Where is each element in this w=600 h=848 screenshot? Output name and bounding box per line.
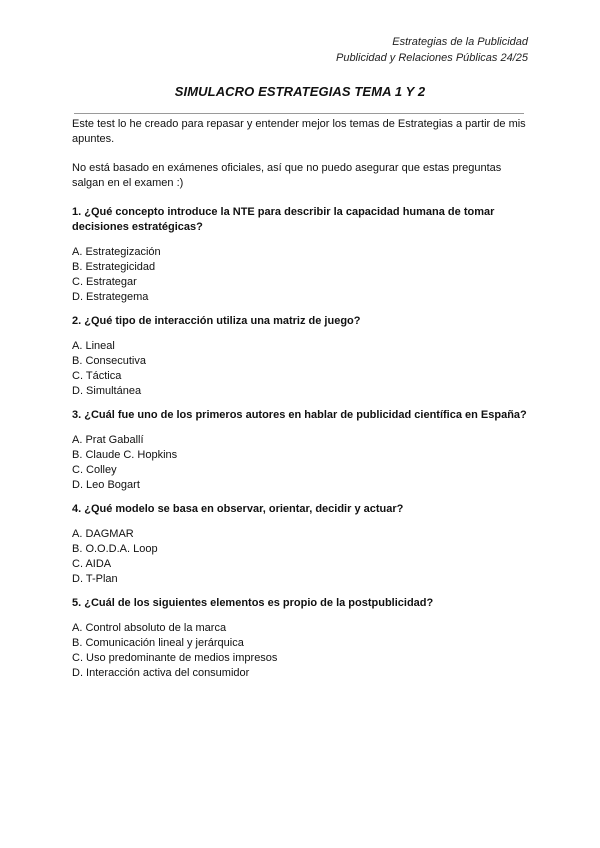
document-title: SIMULACRO ESTRATEGIAS TEMA 1 Y 2 — [174, 84, 426, 99]
option-item: B. O.O.D.A. Loop — [72, 543, 158, 555]
option-item: C. Colley — [72, 464, 117, 476]
header-course: Estrategias de la Publicidad — [392, 36, 528, 48]
option-item: C. Uso predominante de medios impresos — [72, 652, 278, 664]
option-list — [72, 245, 532, 305]
option-item: A. DAGMAR — [72, 528, 134, 540]
question-text: 2. ¿Qué tipo de interacción utiliza una matriz de juego? — [72, 315, 361, 327]
intro-paragraph: Este test lo he creado para repasar y entender mejor los temas de Estrategias a partir de mis apuntes. — [72, 118, 526, 145]
option-list — [72, 339, 532, 399]
option-list — [72, 433, 532, 493]
question-text: 5. ¿Cuál de los siguientes elementos es propio de la postpublicidad? — [72, 597, 434, 609]
page-header — [336, 34, 528, 66]
option-item: C. Táctica — [72, 370, 122, 382]
question-block — [72, 205, 532, 305]
question-block — [72, 408, 532, 493]
option-item: D. Simultánea — [72, 385, 142, 397]
option-item: B. Comunicación lineal y jerárquica — [72, 637, 244, 649]
header-degree: Publicidad y Relaciones Públicas 24/25 — [335, 52, 528, 64]
question-text: 1. ¿Qué concepto introduce la NTE para describir la capacidad humana de tomar decisiones estratégicas? — [72, 206, 495, 233]
option-item: A. Lineal — [72, 340, 115, 352]
question-block — [72, 596, 532, 681]
option-item: B. Estrategicidad — [72, 261, 156, 273]
option-item: B. Claude C. Hopkins — [72, 449, 178, 461]
option-item: A. Control absoluto de la marca — [72, 622, 227, 634]
option-list — [72, 527, 532, 587]
question-block — [72, 502, 532, 587]
option-item: B. Consecutiva — [72, 355, 146, 367]
document-body — [72, 117, 532, 690]
question-block — [72, 314, 532, 399]
option-list — [72, 621, 532, 681]
option-item: A. Prat Gaballí — [72, 434, 144, 446]
title-divider — [74, 113, 524, 114]
question-text: 4. ¿Qué modelo se basa en observar, orientar, decidir y actuar? — [72, 503, 404, 515]
question-text: 3. ¿Cuál fue uno de los primeros autores en hablar de publicidad científica en España? — [72, 409, 527, 421]
intro-paragraph: No está basado en exámenes oficiales, así que no puedo asegurar que estas preguntas salgan en el examen :) — [72, 162, 502, 189]
option-item: C. Estrategar — [72, 276, 137, 288]
option-item: D. Leo Bogart — [72, 479, 140, 491]
option-item: D. T-Plan — [72, 573, 118, 585]
option-item: D. Interacción activa del consumidor — [72, 667, 250, 679]
option-item: A. Estrategización — [72, 246, 161, 258]
option-item: C. AIDA — [72, 558, 112, 570]
option-item: D. Estrategema — [72, 291, 149, 303]
